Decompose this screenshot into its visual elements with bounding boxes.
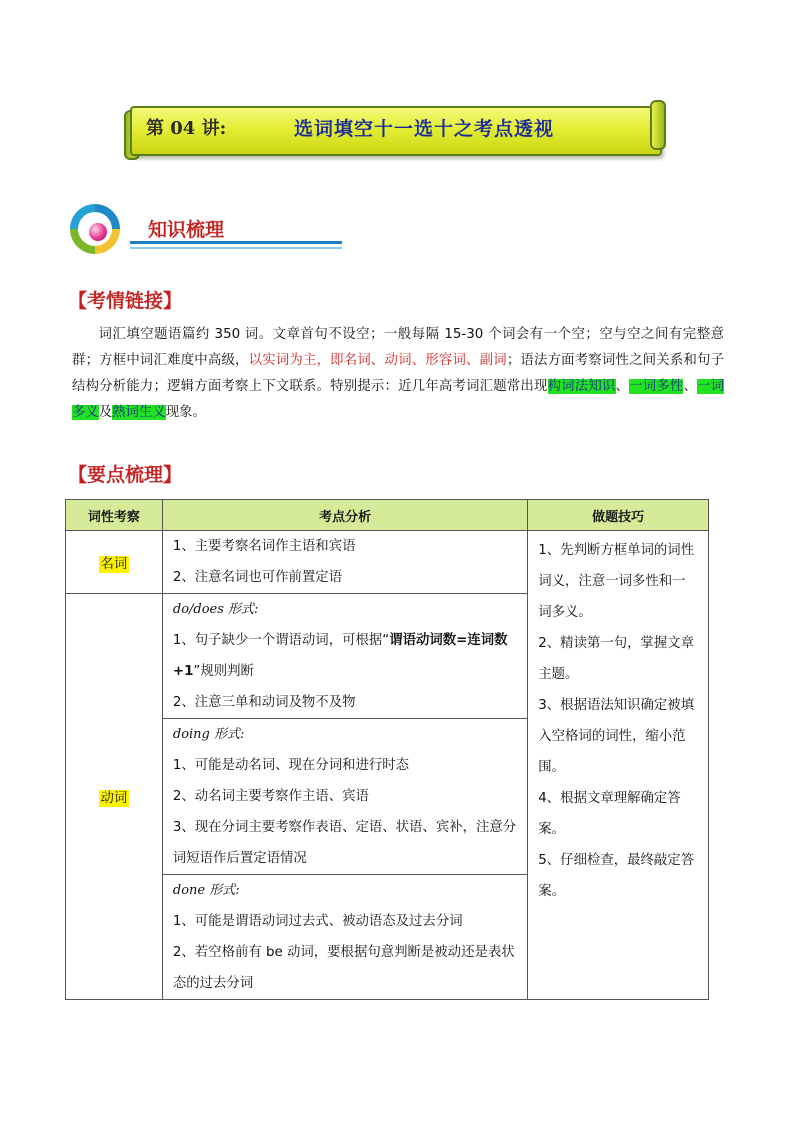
list-item: 1、可能是谓语动词过去式、被动语态及过去分词	[172, 914, 463, 929]
section-heading-exam: 【考情链接】	[68, 290, 183, 312]
tips-cell	[528, 531, 709, 1000]
verb-do-analysis	[162, 594, 527, 719]
separator: 及	[98, 405, 113, 420]
text-part: ”规则判断	[193, 664, 254, 679]
lesson-number: 第 04 讲:	[146, 118, 227, 139]
paragraph-text: ；语法方面考察词性之间关系和句子结构分析能力；逻辑方面考察上下文联系。特别提示：近几年高考词汇题常出现	[72, 353, 725, 394]
cat-noun	[66, 531, 163, 594]
form-label: done 形式:	[172, 883, 240, 898]
list-item: 2、注意三单和动词及物不及物	[172, 695, 356, 710]
paragraph-emphasis: 以实词为主，即名词、动词、形容词、副词	[248, 353, 507, 368]
knowledge-heading	[70, 204, 280, 260]
cat-noun-label: 名词	[100, 556, 128, 572]
exam-paragraph	[72, 322, 724, 426]
ball-icon	[89, 223, 107, 241]
heading-rule	[130, 241, 342, 244]
col-header-analysis: 考点分析	[162, 500, 527, 531]
separator: 、	[615, 379, 630, 394]
list-item: 1、可能是动名词、现在分词和进行时态	[172, 758, 410, 773]
list-item	[173, 625, 517, 687]
list-item: 2、注意名词也可作前置定语	[172, 570, 343, 585]
tip-item: 4、根据文章理解确定答案。	[538, 791, 681, 837]
rule-formula: 谓语动词数=连词数+1	[172, 633, 508, 679]
tip-item: 2、精读第一句，掌握文章主题。	[538, 636, 695, 682]
paragraph-text: 现象。	[165, 405, 206, 420]
scroll-curl-right	[650, 100, 666, 150]
lesson-banner	[124, 100, 666, 158]
knowledge-heading-label: 知识梳理	[148, 219, 225, 241]
col-header-tips: 做题技巧	[528, 500, 709, 531]
tip-item: 3、根据语法知识确定被填入空格词的词性，缩小范围。	[538, 698, 695, 775]
paragraph-text: 词汇填空题语篇约 350 词。文章首句不设空；一般每隔 15-30 个词会有一个空；空与空之间有完整意群；方框中词汇难度中高级，	[72, 327, 724, 368]
cat-verb-label: 动词	[100, 791, 128, 806]
highlight-term: 构词法知识	[547, 379, 616, 394]
highlight-term: 一词多义	[72, 379, 725, 420]
list-item: 2、若空格前有 be 动词，要根据句意判断是被动还是表状态的过去分词	[172, 945, 515, 991]
verb-done-analysis	[162, 875, 527, 1000]
list-item: 2、动名词主要考察作主语、宾语	[172, 789, 369, 804]
list-item: 3、现在分词主要考察作表语、定语、状语、宾补，注意分词短语作后置定语情况	[172, 820, 517, 866]
highlight-term: 熟词生义	[112, 405, 166, 420]
points-table	[65, 499, 709, 1000]
tip-item: 5、仔细检查，最终敲定答案。	[538, 853, 695, 899]
form-label: do/does 形式:	[172, 602, 259, 617]
col-header-pos: 词性考察	[66, 500, 163, 531]
separator: 、	[683, 379, 698, 394]
section-heading-points: 【要点梳理】	[68, 464, 183, 486]
table-row-noun	[66, 531, 709, 594]
cat-verb	[66, 594, 163, 1000]
highlight-term: 一词多性	[629, 379, 684, 394]
lesson-title: 选词填空十一选十之考点透视	[294, 118, 555, 140]
table-header-row	[66, 500, 709, 531]
list-item: 1、主要考察名词作主语和宾语	[172, 539, 356, 554]
tip-item: 1、先判断方框单词的词性词义，注意一词多性和一词多义。	[538, 543, 695, 620]
verb-doing-analysis	[162, 719, 527, 875]
heading-rule-thin	[130, 247, 342, 249]
noun-analysis	[162, 531, 527, 594]
text-part: 1、句子缺少一个谓语动词，可根据“	[172, 633, 390, 648]
form-label: doing 形式:	[172, 727, 245, 742]
